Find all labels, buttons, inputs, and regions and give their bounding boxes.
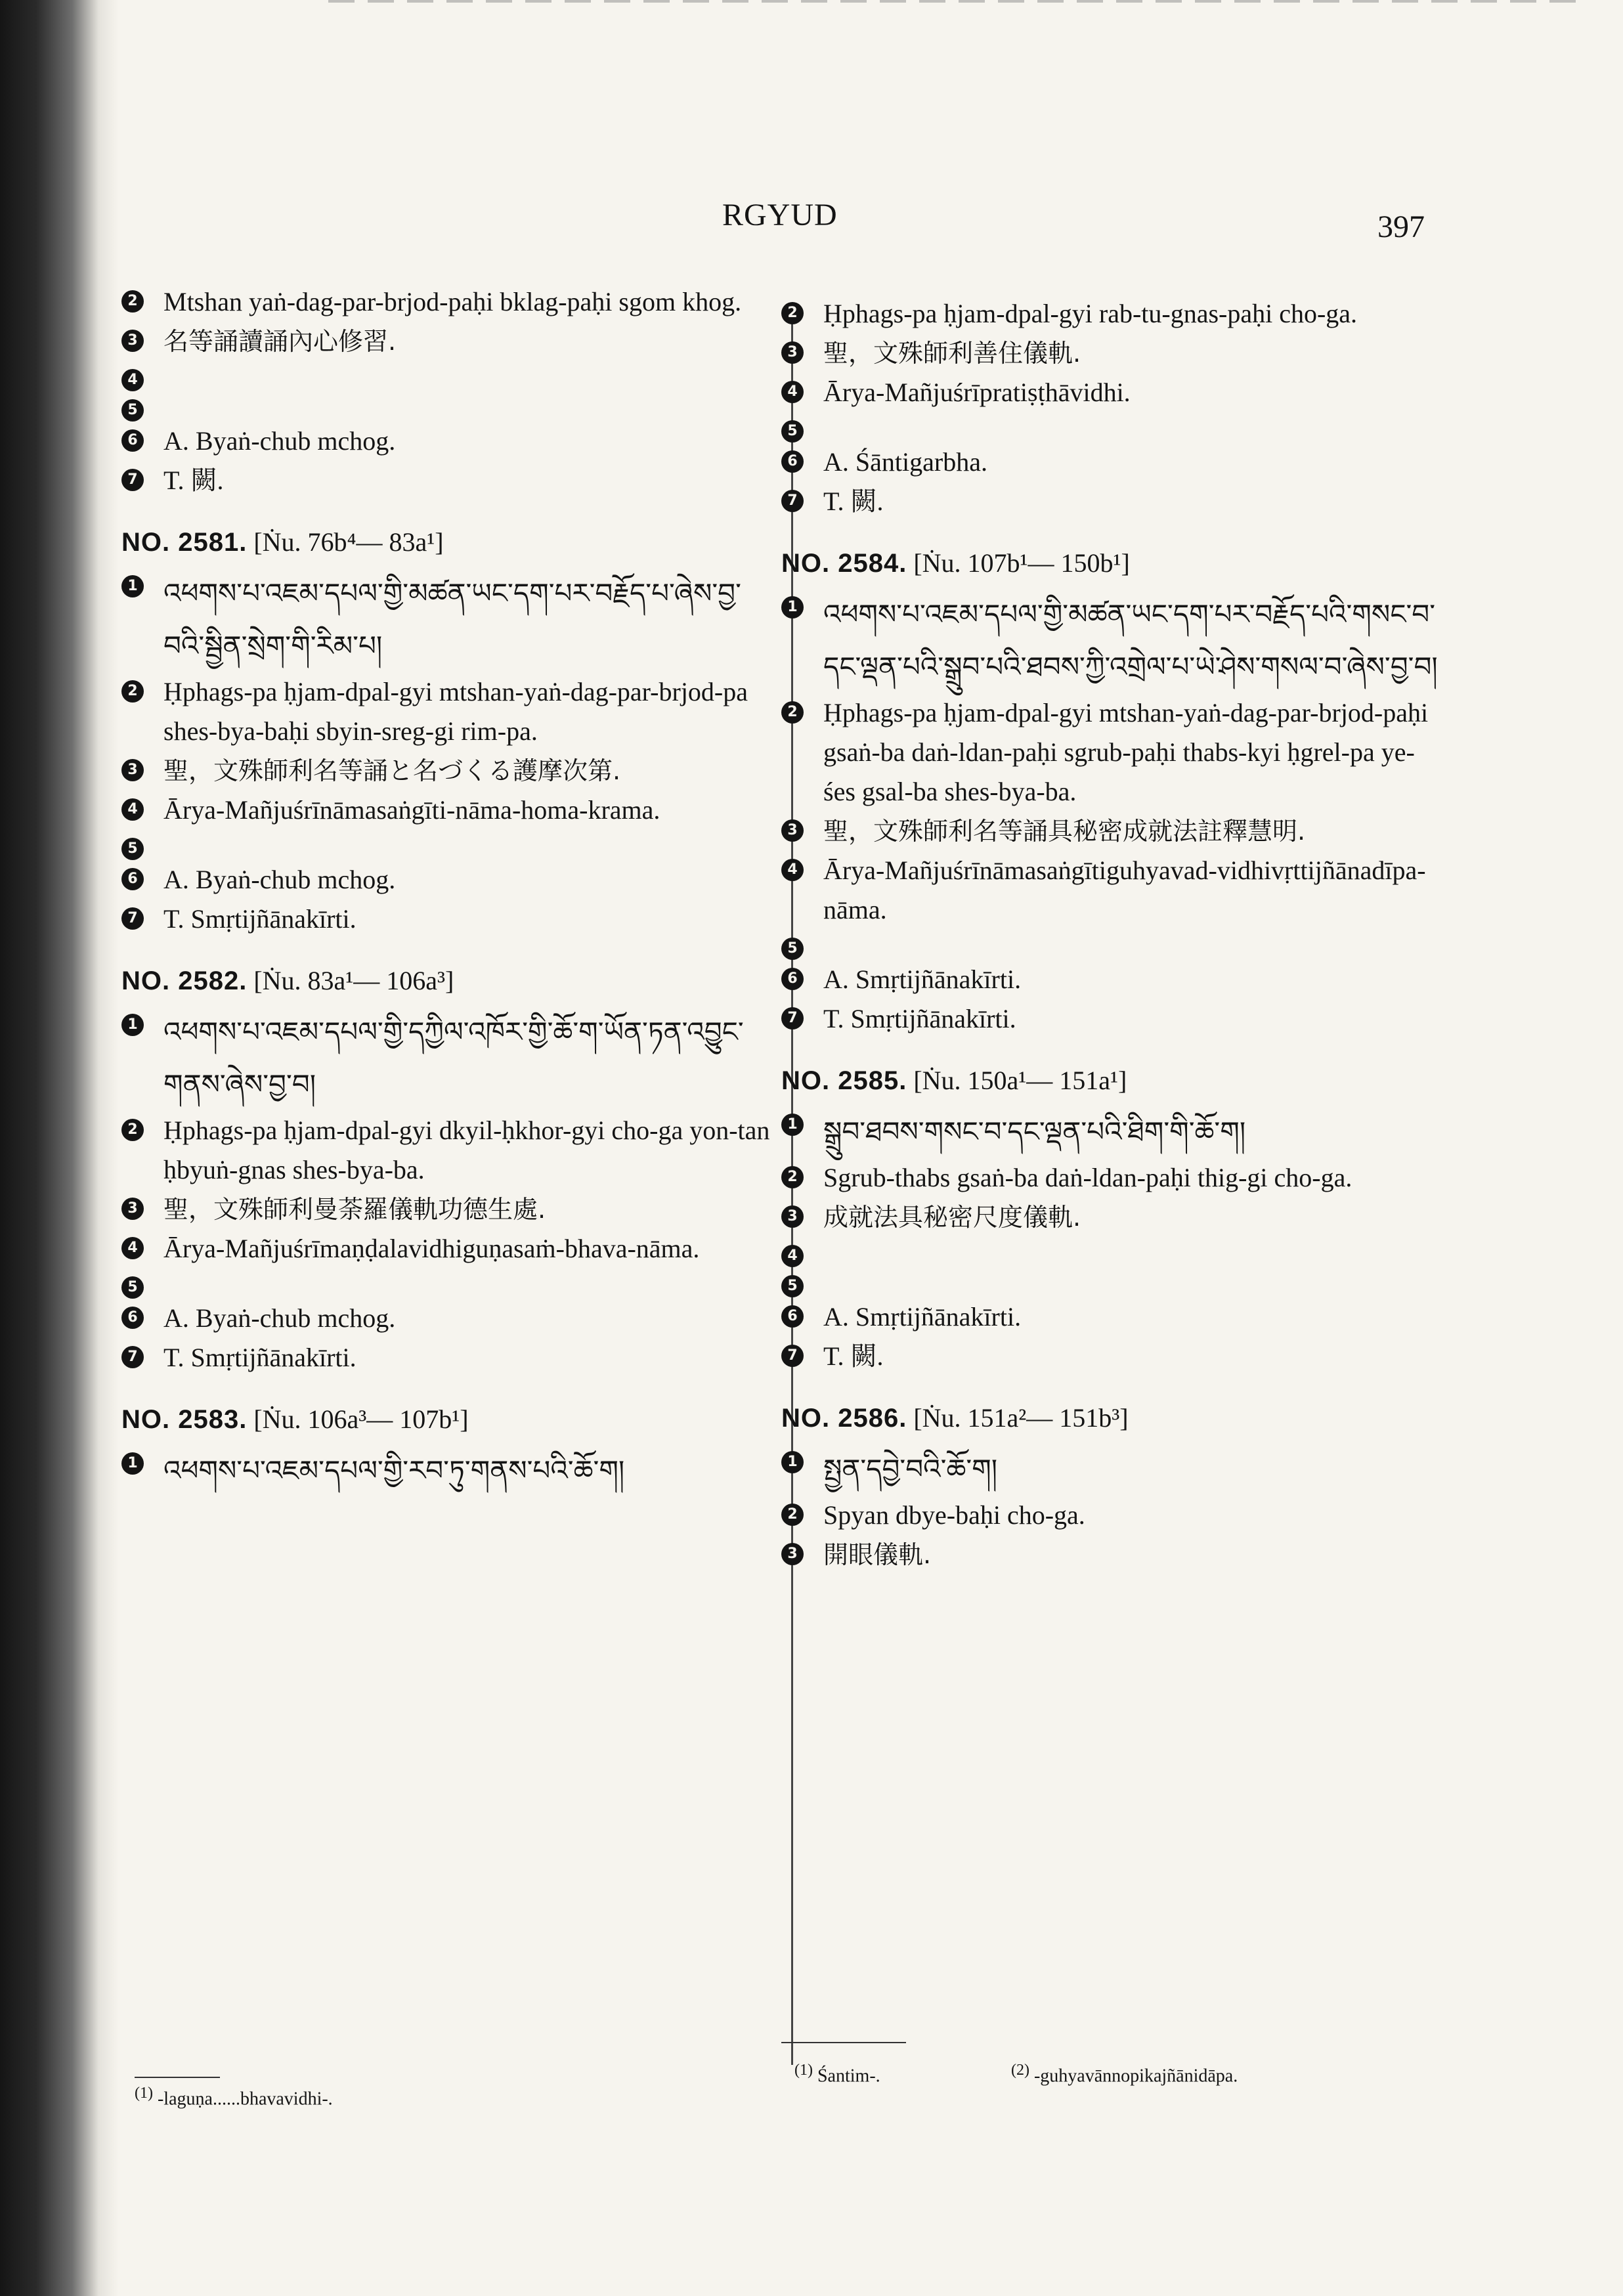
item-text: Ḥphags-pa ḥjam-dpal-gyi dkyil-ḥkhor-gyi cho-ga yon-tan ḥbyuṅ-gnas shes-bya-ba. (163, 1116, 770, 1184)
item-marker: 6 (121, 868, 144, 890)
footnote-rule (135, 2077, 220, 2078)
footnote-right-2: (2) -guhyavānnopikajñānidāpa. (1011, 2062, 1238, 2087)
item-5 (121, 830, 778, 860)
item-marker: 3 (121, 330, 144, 352)
item-marker: 7 (121, 1346, 144, 1368)
item-text: Ārya-Mañjuśrīnāmasaṅgītiguhyavad-vidhivṛttijñānadīpa-nāma. (823, 856, 1426, 924)
item-marker: 2 (121, 1119, 144, 1141)
item-text: A. Byaṅ-chub mchog. (163, 426, 396, 456)
item-text: A. Śāntigarbha. (823, 447, 987, 477)
item-7 (781, 999, 1444, 1039)
item-marker: 3 (121, 759, 144, 781)
item-text: Sgrub-thabs gsaṅ-ba daṅ-ldan-paḥi thig-gi cho-ga. (823, 1163, 1352, 1192)
item-text: Mtshan yaṅ-dag-par-brjod-paḥi bklag-paḥi sgom khog. (163, 287, 742, 316)
item-text: T. Smṛtijñānakīrti. (823, 1004, 1016, 1033)
item-2 (121, 672, 778, 751)
item-6 (121, 422, 778, 461)
item-5 (121, 1268, 778, 1299)
item-text: T. Smṛtijñānakīrti. (163, 904, 357, 934)
item-4 (781, 373, 1444, 412)
item-marker: 1 (781, 1114, 804, 1136)
item-marker: 5 (781, 1275, 804, 1297)
item-7 (121, 1338, 778, 1377)
entry-heading-2581: NO. 2581. [Ṅu. 76b⁴— 83a¹] (121, 527, 444, 557)
item-text: 聖，文殊師利善住儀軌. (823, 339, 1081, 368)
item-text: 名等誦讀誦內心修習. (163, 327, 397, 356)
item-text: 聖，文殊師利名等誦具秘密成就法註釋慧明. (823, 817, 1306, 846)
item-1 (781, 588, 1444, 693)
item-1 (121, 567, 778, 672)
item-text: A. Byaṅ-chub mchog. (163, 1303, 396, 1333)
item-3 (781, 1535, 1444, 1574)
item-text: Ārya-Mañjuśrīmaṇḍalavidhiguṇasaṁ-bhava-nāma. (163, 1234, 700, 1263)
tibetan-title: སྒྲུབ་ཐབས་གསང་བ་དང་ལྡན་པའི་ཐིག་གི་ཆོ་ག། (823, 1116, 1246, 1148)
item-marker: 2 (781, 302, 804, 324)
item-marker: 3 (781, 1543, 804, 1565)
item-marker: 2 (781, 701, 804, 724)
item-1 (781, 1106, 1444, 1158)
item-marker: 2 (121, 680, 144, 703)
item-2 (121, 1111, 778, 1190)
item-2 (781, 1496, 1444, 1535)
top-edge (328, 0, 1576, 3)
item-5 (781, 1267, 1444, 1297)
right-column (781, 294, 1444, 1574)
item-4 (121, 361, 778, 391)
item-marker: 4 (121, 798, 144, 821)
item-4 (781, 851, 1444, 930)
tibetan-title: འཕགས་པ་འཇམ་དཔལ་གྱི་མཚན་ཡང་དག་པར་བརྗོད་པའི་གསང་བ་དང་ལྡན་པའི་སྒྲུབ་པའི་ཐབས་ཀྱི་འགྲེལ་པ་ཡེ་ཤེས་གསལ་བ་ཞེས་བྱ་བ། (823, 598, 1438, 683)
item-marker: 6 (121, 429, 144, 452)
item-1 (781, 1443, 1444, 1496)
entry-heading-2583: NO. 2583. [Ṅu. 106a³— 107b¹] (121, 1404, 469, 1434)
item-marker: 5 (781, 420, 804, 443)
item-marker: 3 (781, 819, 804, 842)
footnote-rule (781, 2042, 906, 2043)
item-5 (781, 930, 1444, 960)
item-marker: 5 (781, 938, 804, 960)
item-text: 成就法具秘密尺度儀軌. (823, 1203, 1081, 1232)
item-marker: 6 (781, 968, 804, 990)
item-6 (121, 860, 778, 899)
page-number: 397 (1377, 209, 1425, 244)
item-text: 開眼儀軌. (823, 1540, 932, 1569)
tibetan-title: འཕགས་པ་འཇམ་དཔལ་གྱི་རབ་ཏུ་གནས་པའི་ཆོ་ག། (163, 1454, 625, 1486)
footnote-right-1: (1) Śantim-. (794, 2062, 880, 2087)
item-2 (781, 1158, 1444, 1198)
item-marker: 4 (121, 1237, 144, 1259)
item-3 (781, 1198, 1444, 1237)
item-2 (781, 294, 1444, 334)
item-marker: 3 (121, 1198, 144, 1220)
entry-heading-2586: NO. 2586. [Ṅu. 151a²— 151b³] (781, 1403, 1129, 1433)
item-7 (781, 1337, 1444, 1376)
item-marker: 7 (781, 1345, 804, 1367)
item-marker: 2 (781, 1504, 804, 1526)
item-text: Ḥphags-pa ḥjam-dpal-gyi mtshan-yaṅ-dag-par-brjod-paḥi gsaṅ-ba daṅ-ldan-paḥi sgrub-paḥi thabs-kyi ḥgrel-pa ye-śes gsal-ba shes-bya-ba. (823, 698, 1429, 806)
item-2 (781, 693, 1444, 812)
tibetan-title: སྤྱན་དབྱེ་བའི་ཆོ་ག། (823, 1453, 998, 1485)
tibetan-title: འཕགས་པ་འཇམ་དཔལ་གྱི་དཀྱིལ་འཁོར་གྱི་ཆོ་ག་ཡོན་ཏན་འབྱུང་གནས་ཞེས་བྱ་བ། (163, 1016, 744, 1100)
item-marker: 2 (121, 290, 144, 313)
item-marker: 6 (781, 450, 804, 473)
item-text: Ḥphags-pa ḥjam-dpal-gyi rab-tu-gnas-paḥi cho-ga. (823, 299, 1358, 328)
entry-heading-2585: NO. 2585. [Ṅu. 150a¹— 151a¹] (781, 1066, 1127, 1095)
entry-heading-2582: NO. 2582. [Ṅu. 83a¹— 106a³] (121, 966, 454, 995)
item-text: Ārya-Mañjuśrīpratiṣṭhāvidhi. (823, 378, 1131, 407)
item-1 (121, 1444, 778, 1497)
item-marker: 1 (121, 1452, 144, 1475)
item-4 (121, 791, 778, 830)
item-3 (781, 334, 1444, 373)
item-2 (121, 282, 778, 322)
item-text: Ārya-Mañjuśrīnāmasaṅgīti-nāma-homa-krama. (163, 795, 660, 825)
item-marker: 4 (781, 859, 804, 881)
footnote-left: (1) -laguṇa......bhavavidhi-. (135, 2085, 333, 2110)
item-marker: 5 (121, 399, 144, 422)
item-7 (121, 899, 778, 939)
left-column (121, 282, 778, 1497)
item-text: Spyan dbye-baḥi cho-ga. (823, 1500, 1085, 1530)
item-marker: 6 (121, 1307, 144, 1329)
item-text: T. Smṛtijñānakīrti. (163, 1343, 357, 1372)
entry-heading-2584: NO. 2584. [Ṅu. 107b¹— 150b¹] (781, 548, 1130, 578)
item-marker: 5 (121, 838, 144, 860)
tibetan-title: འཕགས་པ་འཇམ་དཔལ་གྱི་མཚན་ཡང་དག་པར་བརྗོད་པ་ཞེས་བྱ་བའི་སྦྱིན་སྲེག་གི་རིམ་པ། (163, 577, 741, 662)
item-marker: 5 (121, 1276, 144, 1299)
item-marker: 6 (781, 1305, 804, 1328)
item-marker: 1 (781, 596, 804, 618)
item-marker: 7 (781, 490, 804, 512)
item-text: Ḥphags-pa ḥjam-dpal-gyi mtshan-yaṅ-dag-par-brjod-pa shes-bya-baḥi sbyin-sreg-gi rim-pa. (163, 677, 748, 746)
item-4 (781, 1237, 1444, 1267)
item-6 (781, 960, 1444, 999)
item-text: A. Smṛtijñānakīrti. (823, 964, 1022, 994)
item-3 (121, 322, 778, 361)
item-marker: 1 (121, 575, 144, 597)
item-7 (781, 482, 1444, 521)
item-marker: 3 (781, 341, 804, 364)
item-3 (121, 1190, 778, 1229)
item-4 (121, 1229, 778, 1268)
item-3 (781, 812, 1444, 851)
item-marker: 4 (121, 369, 144, 391)
item-text: T. 闕. (823, 1341, 884, 1371)
item-7 (121, 461, 778, 500)
item-marker: 7 (781, 1007, 804, 1029)
item-marker: 4 (781, 381, 804, 403)
item-6 (121, 1299, 778, 1338)
book-binding-shadow (0, 0, 118, 2296)
item-text: T. 闕. (163, 466, 224, 495)
item-text: A. Smṛtijñānakīrti. (823, 1302, 1022, 1332)
item-marker: 3 (781, 1205, 804, 1228)
item-marker: 1 (781, 1451, 804, 1473)
item-3 (121, 751, 778, 791)
item-5 (121, 391, 778, 422)
item-text: 聖，文殊師利名等誦と名づくる護摩次第. (163, 756, 621, 785)
item-marker: 7 (121, 907, 144, 930)
item-marker: 2 (781, 1166, 804, 1188)
item-marker: 7 (121, 469, 144, 491)
item-5 (781, 412, 1444, 443)
item-6 (781, 443, 1444, 482)
running-head: RGYUD (722, 198, 838, 232)
item-text: 聖，文殊師利曼荼羅儀軌功德生處. (163, 1195, 546, 1224)
item-text: T. 闕. (823, 487, 884, 516)
item-marker: 4 (781, 1245, 804, 1267)
item-1 (121, 1006, 778, 1111)
item-6 (781, 1297, 1444, 1337)
item-marker: 1 (121, 1014, 144, 1036)
item-text: A. Byaṅ-chub mchog. (163, 865, 396, 894)
